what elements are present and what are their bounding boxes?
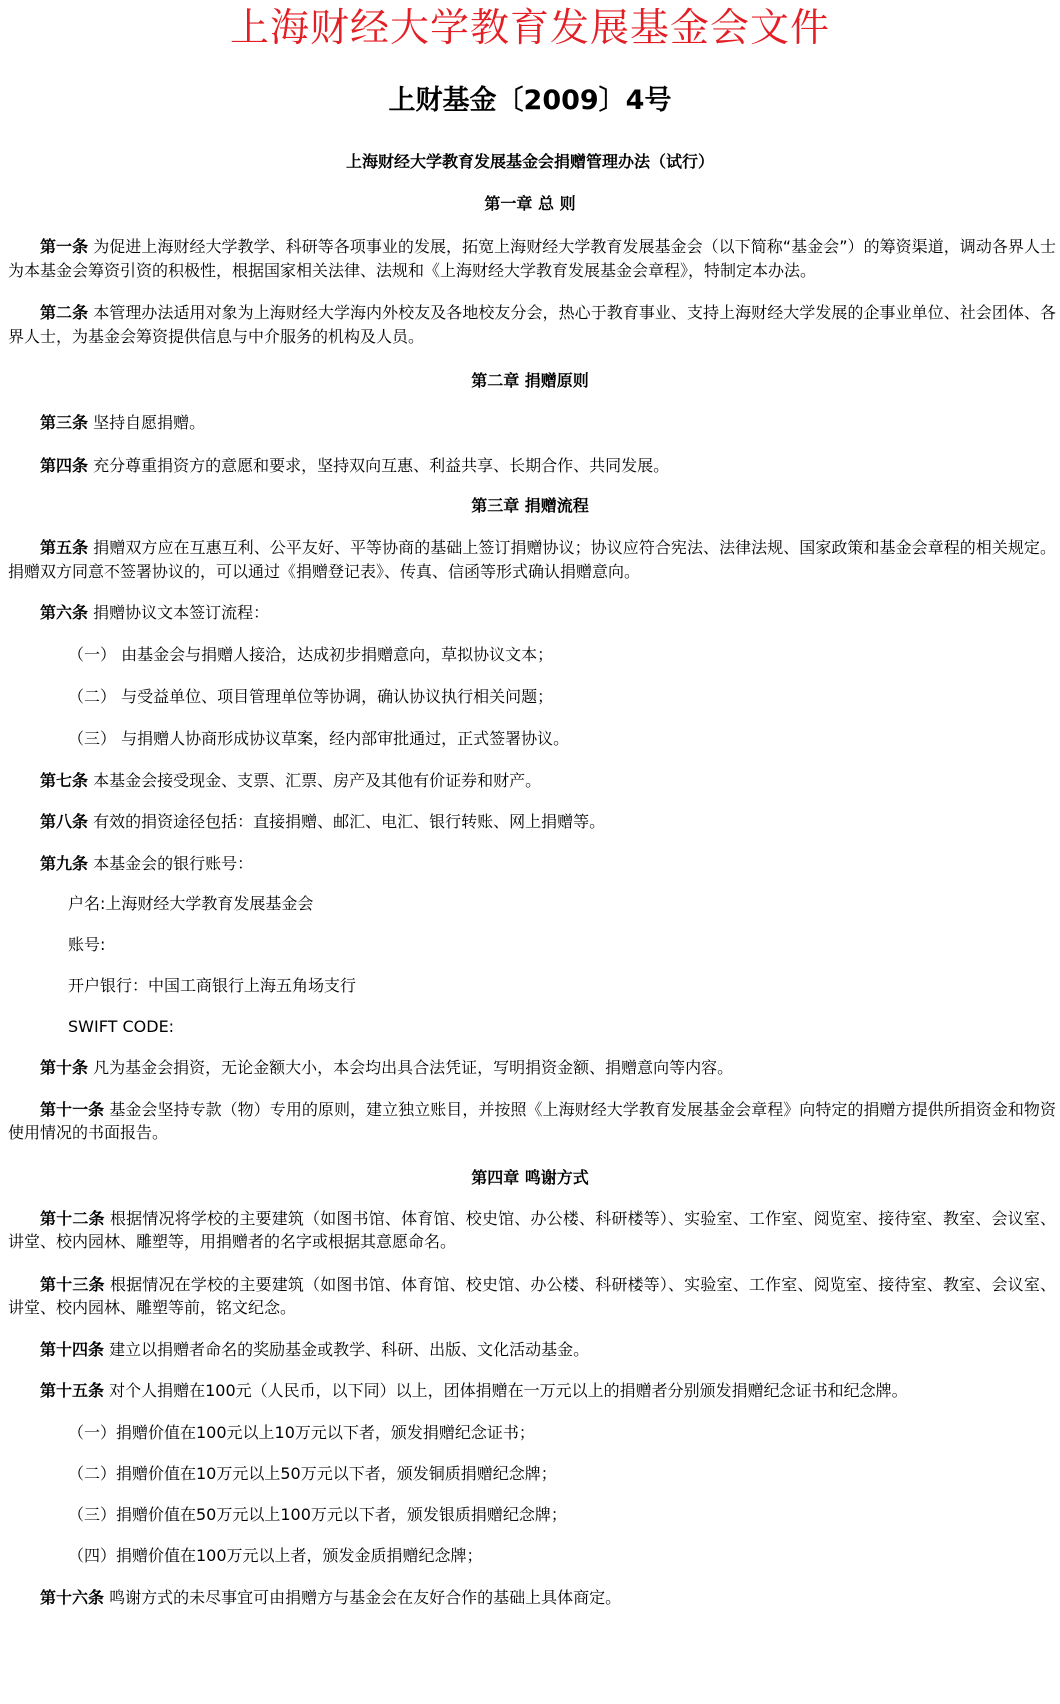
bank-swift-code: SWIFT CODE: — [68, 1017, 175, 1036]
article-10-label: 第十条 — [40, 1058, 89, 1077]
article-16-text: 鸣谢方式的未尽事宜可由捐赠方与基金会在友好合作的基础上具体商定。 — [104, 1587, 622, 1607]
chapter-4-heading: 第四章 鸣谢方式 — [471, 1167, 589, 1187]
article-10-text: 凡为基金会捐资，无论金额大小，本会均出具合法凭证，写明捐资金额、捐赠意向等内容。 — [88, 1058, 734, 1077]
chapter-2-heading: 第二章 捐赠原则 — [471, 371, 589, 390]
article-8 — [0, 810, 1060, 834]
article-2 — [0, 301, 1060, 348]
article-1 — [0, 235, 1060, 282]
article-15-text: 对个人捐赠在100元（人民币，以下同）以上，团体捐赠在一万元以上的捐赠者分别颁发捐赠纪念证书和纪念牌。 — [104, 1381, 908, 1400]
article-14-label: 第十四条 — [40, 1339, 105, 1359]
article-9 — [0, 852, 1060, 876]
document-title: 上海财经大学教育发展基金会捐赠管理办法（试行） — [345, 152, 714, 171]
article-1-label: 第一条 — [40, 237, 89, 256]
article-7-label: 第七条 — [40, 770, 89, 790]
article-15-item-4: （四）捐赠价值在100万元以上者，颁发金质捐赠纪念牌； — [68, 1545, 483, 1565]
article-12 — [0, 1207, 1060, 1254]
article-3 — [0, 411, 1060, 435]
document-page — [0, 6, 1060, 1609]
chapter-1-heading: 第一章 总 则 — [484, 194, 576, 213]
bank-branch: 开户银行：中国工商银行上海五角场支行 — [68, 976, 357, 995]
article-9-label: 第九条 — [40, 853, 89, 873]
article-15-label: 第十五条 — [40, 1381, 105, 1400]
article-16-label: 第十六条 — [40, 1587, 105, 1607]
article-8-label: 第八条 — [40, 812, 89, 831]
org-document-header: 上海财经大学教育发展基金会文件 — [229, 6, 830, 51]
article-6-item-1: （一） 由基金会与捐赠人接洽，达成初步捐赠意向，草拟协议文本； — [68, 644, 554, 664]
article-15-item-1: （一）捐赠价值在100元以上10万元以下者，颁发捐赠纪念证书； — [68, 1422, 535, 1442]
article-4 — [0, 454, 1060, 478]
article-2-label: 第二条 — [40, 303, 89, 322]
article-3-label: 第三条 — [40, 413, 89, 432]
article-6-text: 捐赠协议文本签订流程： — [88, 603, 270, 622]
article-13-label: 第十三条 — [40, 1274, 105, 1294]
article-14 — [0, 1338, 1060, 1362]
article-11 — [0, 1098, 1060, 1145]
article-3-text: 坚持自愿捐赠。 — [88, 413, 206, 432]
article-8-text: 有效的捐资途径包括：直接捐赠、邮汇、电汇、银行转账、网上捐赠等。 — [88, 812, 606, 831]
article-9-text: 本基金会的银行账号： — [88, 853, 254, 873]
article-7-text: 本基金会接受现金、支票、汇票、房产及其他有价证券和财产。 — [88, 770, 542, 790]
bank-account-name: 户名:上海财经大学教育发展基金会 — [68, 894, 314, 913]
chapter-3-heading: 第三章 捐赠流程 — [471, 496, 589, 515]
article-11-text: 基金会坚持专款（物）专用的原则，建立独立账目，并按照《上海财经大学教育发展基金会章程》向特定的捐赠方提供所捐资金和物资使用情况的书面报告。 — [8, 1099, 1056, 1142]
article-5 — [0, 536, 1060, 583]
article-10 — [0, 1056, 1060, 1080]
article-6-item-3: （三） 与捐赠人协商形成协议草案，经内部审批通过，正式签署协议。 — [68, 728, 570, 748]
article-4-text: 充分尊重捐资方的意愿和要求，坚持双向互惠、利益共享、长期合作、共同发展。 — [88, 455, 670, 475]
article-13 — [0, 1273, 1060, 1320]
article-14-text: 建立以捐赠者命名的奖励基金或教学、科研、出版、文化活动基金。 — [104, 1339, 590, 1359]
article-11-label: 第十一条 — [40, 1099, 105, 1119]
article-12-label: 第十二条 — [40, 1208, 105, 1228]
article-1-text: 为促进上海财经大学教学、科研等各项事业的发展，拓宽上海财经大学教育发展基金会（以下简称“基金会”）的筹资渠道，调动各界人士为本基金会筹资引资的积极性，根据国家相关法律、法规和《上海财经大学教育发展基金会章程》，特制定本办法。 — [8, 237, 1056, 280]
bank-account-number: 账号: — [68, 935, 106, 954]
article-6-label: 第六条 — [40, 603, 89, 622]
article-6-item-2: （二） 与受益单位、项目管理单位等协调，确认协议执行相关问题； — [68, 686, 554, 706]
article-5-text: 捐赠双方应在互惠互利、公平友好、平等协商的基础上签订捐赠协议；协议应符合宪法、法律法规、国家政策和基金会章程的相关规定。捐赠双方同意不签署协议的，可以通过《捐赠登记表》、传真、信函等形式确认捐赠意向。 — [8, 538, 1056, 581]
document-number: 上财基金〔2009〕4号 — [388, 85, 672, 116]
article-16 — [0, 1586, 1060, 1610]
article-7 — [0, 769, 1060, 793]
article-2-text: 本管理办法适用对象为上海财经大学海内外校友及各地校友分会，热心于教育事业、支持上海财经大学发展的企事业单位、社会团体、各界人士，为基金会筹资提供信息与中介服务的机构及人员。 — [8, 303, 1056, 346]
article-5-label: 第五条 — [40, 538, 89, 557]
article-15 — [0, 1379, 1060, 1403]
article-6 — [0, 601, 1060, 625]
article-13-text: 根据情况在学校的主要建筑（如图书馆、体育馆、校史馆、办公楼、科研楼等）、实验室、工作室、阅览室、接待室、教室、会议室、讲堂、校内园林、雕塑等前，铭文纪念。 — [8, 1274, 1056, 1317]
article-12-text: 根据情况将学校的主要建筑（如图书馆、体育馆、校史馆、办公楼、科研楼等）、实验室、工作室、阅览室、接待室、教室、会议室、讲堂、校内园林、雕塑等，用捐赠者的名字或根据其意愿命名。 — [8, 1208, 1056, 1251]
article-4-label: 第四条 — [40, 455, 89, 475]
article-15-item-2: （二）捐赠价值在10万元以上50万元以下者，颁发铜质捐赠纪念牌； — [68, 1463, 557, 1483]
article-15-item-3: （三）捐赠价值在50万元以上100万元以下者，颁发银质捐赠纪念牌； — [68, 1504, 567, 1524]
